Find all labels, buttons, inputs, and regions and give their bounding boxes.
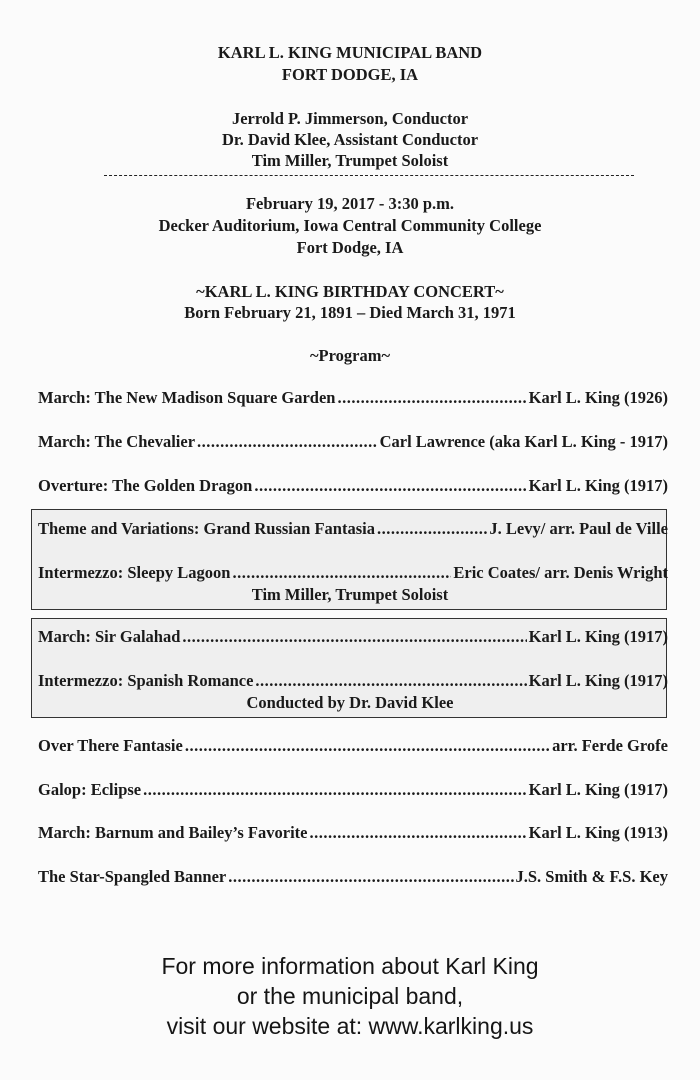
footer-line-1: For more information about Karl King xyxy=(161,953,539,979)
piece-title: March: Barnum and Bailey’s Favorite xyxy=(38,823,308,842)
program-item xyxy=(38,671,668,691)
king-life-dates: Born February 21, 1891 – Died March 31, 1971 xyxy=(184,303,516,322)
dot-leader xyxy=(337,388,526,408)
assistant-conductor-line: Dr. David Klee, Assistant Conductor xyxy=(221,130,479,149)
footer-website-line: visit our website at: www.karlking.us xyxy=(166,1013,534,1039)
piece-title: The Star-Spangled Banner xyxy=(38,867,227,886)
concert-title: ~KARL L. KING BIRTHDAY CONCERT~ xyxy=(196,282,504,301)
footer-line-2: or the municipal band, xyxy=(236,983,464,1009)
dot-leader xyxy=(309,823,526,843)
piece-credit: Karl L. King (1917) xyxy=(528,671,668,690)
event-date-time: February 19, 2017 - 3:30 p.m. xyxy=(245,194,455,213)
piece-credit: Karl L. King (1917) xyxy=(528,476,668,495)
dot-leader xyxy=(377,519,487,539)
soloist-note: Tim Miller, Trumpet Soloist xyxy=(251,585,449,604)
program-item xyxy=(38,627,668,647)
piece-title: March: The Chevalier xyxy=(38,432,196,451)
piece-credit: arr. Ferde Grofe xyxy=(552,736,668,755)
dot-leader xyxy=(232,563,451,583)
piece-title: Theme and Variations: Grand Russian Fantasia xyxy=(38,519,375,538)
dot-leader xyxy=(143,780,527,800)
band-name: KARL L. KING MUNICIPAL BAND xyxy=(217,43,483,62)
piece-title: March: The New Madison Square Garden xyxy=(38,388,336,407)
piece-credit: Karl L. King (1917) xyxy=(528,780,668,799)
piece-title: Galop: Eclipse xyxy=(38,780,142,799)
soloist-line: Tim Miller, Trumpet Soloist xyxy=(251,151,449,170)
program-item xyxy=(38,476,668,496)
program-item xyxy=(38,780,668,800)
piece-title: Intermezzo: Spanish Romance xyxy=(38,671,254,690)
program-item xyxy=(38,432,668,452)
piece-credit: Karl L. King (1917) xyxy=(528,627,668,646)
conductor-line: Jerrold P. Jimmerson, Conductor xyxy=(231,109,469,128)
program-item xyxy=(38,563,668,583)
piece-credit: J.S. Smith & F.S. Key xyxy=(515,867,668,886)
program-item xyxy=(38,867,668,887)
piece-credit: Karl L. King (1913) xyxy=(528,823,668,842)
piece-title: Overture: The Golden Dragon xyxy=(38,476,253,495)
dot-leader xyxy=(228,867,513,887)
conductor-note: Conducted by Dr. David Klee xyxy=(246,693,454,712)
piece-title: March: Sir Galahad xyxy=(38,627,181,646)
piece-title: Over There Fantasie xyxy=(38,736,183,755)
program-item xyxy=(38,823,668,843)
piece-credit: Karl L. King (1926) xyxy=(528,388,668,407)
dashed-divider xyxy=(104,175,634,176)
band-city: FORT DODGE, IA xyxy=(281,65,419,84)
program-item xyxy=(38,388,668,408)
dot-leader xyxy=(254,476,526,496)
event-venue: Decker Auditorium, Iowa Central Community College xyxy=(158,216,542,235)
piece-title: Intermezzo: Sleepy Lagoon xyxy=(38,563,231,582)
dot-leader xyxy=(185,736,550,756)
dot-leader xyxy=(182,627,526,647)
program-item xyxy=(38,519,668,539)
piece-credit: J. Levy/ arr. Paul de Ville xyxy=(489,519,668,538)
piece-credit: Eric Coates/ arr. Denis Wright xyxy=(453,563,668,582)
piece-credit: Carl Lawrence (aka Karl L. King - 1917) xyxy=(379,432,668,451)
dot-leader xyxy=(197,432,378,452)
event-city: Fort Dodge, IA xyxy=(296,238,404,257)
program-heading: ~Program~ xyxy=(309,346,391,365)
program-item xyxy=(38,736,668,756)
dot-leader xyxy=(255,671,526,691)
